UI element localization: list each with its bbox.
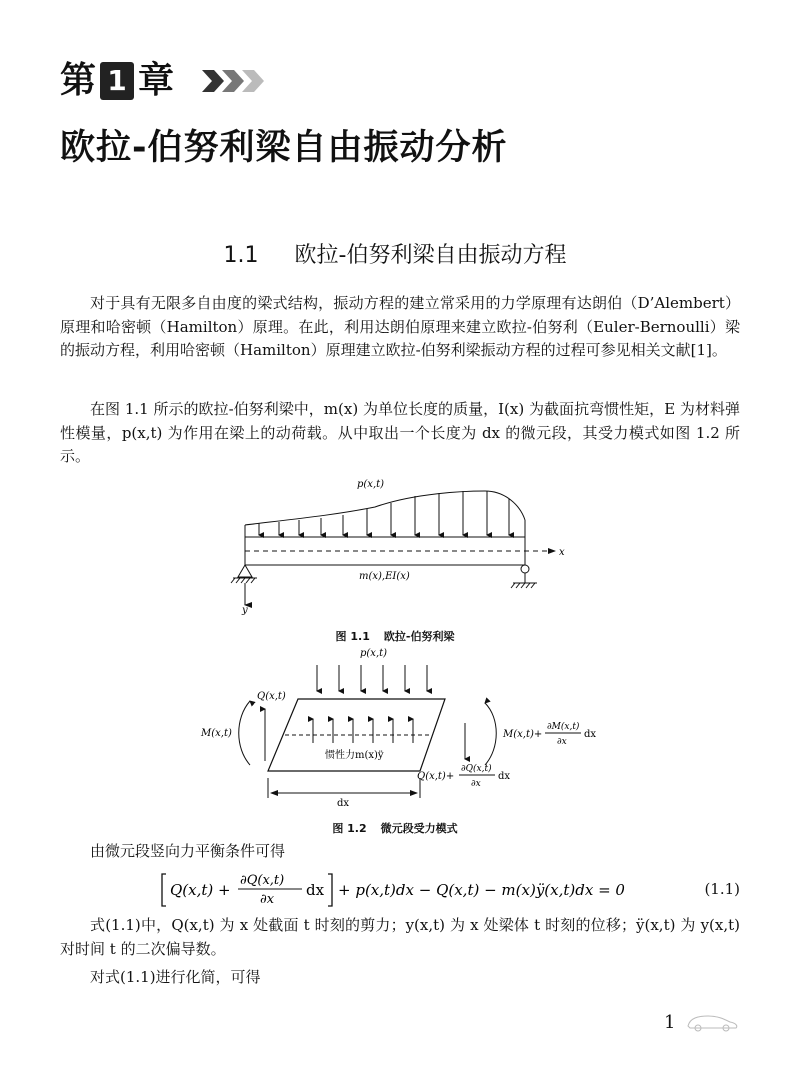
equation-term1: Q(x,t) +: [170, 881, 231, 899]
chapter-prefix: 第: [60, 60, 97, 101]
x-axis-label: x: [559, 547, 565, 558]
y-axis-label: y: [242, 605, 248, 615]
caption-text: 欧拉-伯努利梁: [383, 630, 455, 643]
paragraph-4: [60, 914, 740, 961]
car-sketch-icon: [684, 1010, 740, 1032]
paragraph-text: 在图 1.1 所示的欧拉-伯努利梁中，m(x) 为单位长度的质量，I(x) 为截面抗弯惯性矩，E 为材料弹性模量，p(x,t) 为作用在梁上的动荷载。从中取出一个长度为 dx 的微元段，其受力模式如图 1.2 所示。: [60, 400, 740, 465]
equation-term1-tail: dx: [306, 881, 325, 899]
moment-left-label: M(x,t): [201, 728, 232, 739]
moment-right-denominator: ∂x: [557, 737, 567, 747]
equation-fraction-denominator: ∂x: [260, 892, 275, 907]
caption-number: 图 1.1: [335, 630, 370, 643]
load-label: p(x,t): [357, 479, 385, 490]
chapter-number-badge: 1: [100, 62, 134, 100]
chapter-title: 欧拉-伯努利梁自由振动分析: [60, 128, 508, 168]
section-title: 欧拉-伯努利梁自由振动方程: [294, 243, 567, 268]
equation-number: (1.1): [704, 880, 740, 898]
length-label: dx: [337, 798, 350, 809]
moment-right-tail: dx: [584, 729, 597, 740]
equation-fraction-numerator: ∂Q(x,t): [240, 873, 285, 888]
paragraph-5: [60, 966, 740, 990]
chapter-suffix: 章: [138, 60, 175, 101]
shear-right-numerator: ∂Q(x,t): [461, 764, 492, 774]
figure-1-2-caption: [0, 820, 790, 836]
caption-number: 图 1.2: [332, 822, 367, 835]
inertia-arrows: [313, 719, 413, 743]
shear-right-tail: dx: [498, 771, 511, 782]
beam-property-label: m(x),EI(x): [359, 571, 410, 582]
figure-1-2-element: [195, 643, 615, 815]
caption-text: 微元段受力模式: [380, 822, 458, 835]
figure-1-1-beam: [225, 475, 585, 615]
paragraph-text: 对式(1.1)进行化简，可得: [90, 968, 261, 986]
paragraph-1: [60, 292, 740, 363]
chapter-heading: [60, 58, 270, 104]
paragraph-text: 由微元段竖向力平衡条件可得: [90, 842, 286, 860]
shear-right-base: Q(x,t)+: [417, 771, 455, 782]
paragraph-text: 对于具有无限多自由度的梁式结构，振动方程的建立常采用的力学原理有达朗伯（D’Alembert）原理和哈密顿（Hamilton）原理。在此，利用达朗伯原理来建立欧拉-伯努利（Euler-Bernoulli）梁的振动方程，利用哈密顿（Hamilton）原理建立欧拉-伯努利梁振动方程的过程可参见相关文献[1]。: [60, 294, 740, 359]
page-number: 1: [664, 1012, 676, 1033]
moment-right-numerator: ∂M(x,t): [547, 722, 580, 732]
equation-rest: + p(x,t)dx − Q(x,t) − m(x)ÿ(x,t)dx = 0: [338, 881, 625, 899]
section-number: 1.1: [223, 243, 259, 268]
paragraph-text: 式(1.1)中，Q(x,t) 为 x 处截面 t 时刻的剪力；y(x,t) 为 x 处梁体 t 时刻的位移；ÿ(x,t) 为 y(x,t) 对时间 t 的二次偏导数。: [60, 916, 740, 958]
paragraph-3: [60, 840, 740, 864]
load-arrows: [259, 491, 509, 535]
figure-1-1-caption: [0, 628, 790, 644]
section-heading: [0, 238, 790, 269]
chevron-arrows-icon: [200, 66, 270, 96]
equation-body: [160, 870, 630, 910]
inertia-label: 惯性力m(x)ÿ: [325, 750, 384, 761]
paragraph-2: [60, 398, 740, 469]
shear-left-label: Q(x,t): [257, 691, 286, 702]
moment-right-base: M(x,t)+: [503, 729, 543, 740]
load-label: p(x,t): [360, 648, 388, 659]
shear-right-denominator: ∂x: [471, 779, 481, 789]
equation-1-1: [160, 870, 740, 910]
